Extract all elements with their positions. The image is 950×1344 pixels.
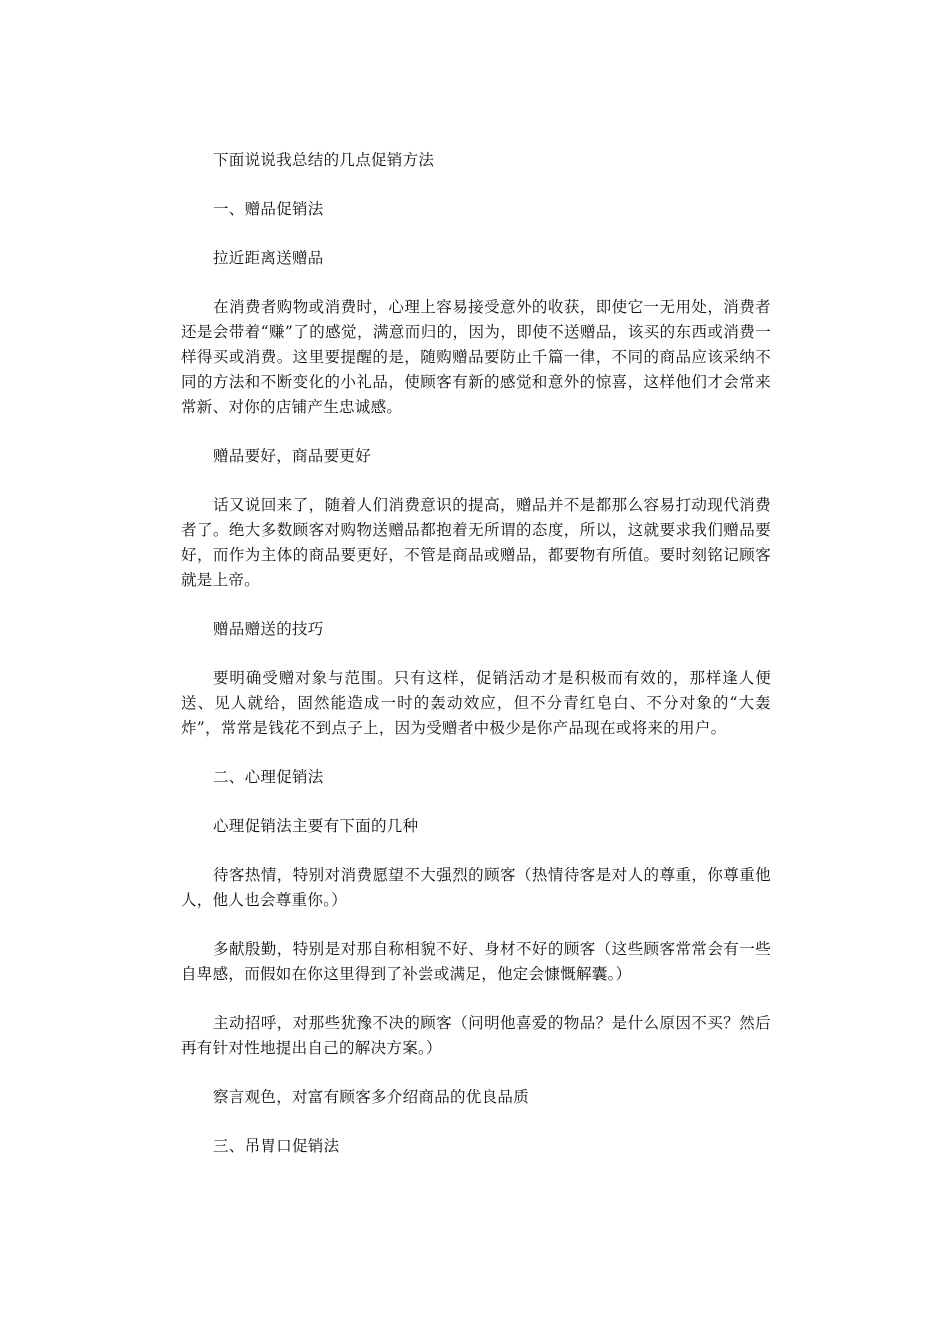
section-heading-appetite-promotion: 三、吊胃口促销法 xyxy=(213,1137,340,1155)
body-paragraph-consumer-awareness: 话又说回来了，随着人们消费意识的提高，赠品并不是都那么容易打动现代消费者了。绝大多数顾客对购物送赠品都抱着无所谓的态度，所以，这就要求我们赠品要好，而作为主体的商品要更好，不管是商品或赠品，都要物有所值。要时刻铭记顾客就是上帝。 xyxy=(181,496,771,589)
subheading-close-distance-gift: 拉近距离送赠品 xyxy=(213,249,324,267)
intro-paragraph: 下面说说我总结的几点促销方法 xyxy=(213,151,435,169)
body-paragraph-target-recipients: 要明确受赠对象与范围。只有这样，促销活动才是积极而有效的，那样逢人便送、见人就给，固然能造成一时的轰动效应，但不分青红皂白、不分对象的“大轰炸”，常常是钱花不到点子上，因为受赠者中极少是你产品现在或将来的用户。 xyxy=(181,669,771,737)
list-item-warm-reception: 待客热情，特别对消费愿望不大强烈的顾客（热情待客是对人的尊重，你尊重他人，他人也会尊重你。） xyxy=(181,866,771,909)
list-item-proactive-greeting: 主动招呼，对那些犹豫不决的顾客（问明他喜爱的物品？是什么原因不买？然后再有针对性地提出自己的解决方案。） xyxy=(181,1014,771,1057)
subheading-gift-skills: 赠品赠送的技巧 xyxy=(213,620,324,638)
subheading-psychological-types: 心理促销法主要有下面的几种 xyxy=(213,817,419,835)
section-heading-psychological-promotion: 二、心理促销法 xyxy=(213,768,324,786)
section-heading-gift-promotion: 一、赠品促销法 xyxy=(213,200,324,218)
list-item-observe-customers: 察言观色，对富有顾客多介绍商品的优良品质 xyxy=(213,1088,530,1106)
subheading-better-gift: 赠品要好，商品要更好 xyxy=(213,447,372,465)
document-body xyxy=(181,148,771,1159)
list-item-attentiveness: 多献殷勤，特别是对那自称相貌不好、身材不好的顾客（这些顾客常常会有一些自卑感，而假如在你这里得到了补尝或满足，他定会慷慨解囊。） xyxy=(181,940,771,983)
body-paragraph-unexpected-gain: 在消费者购物或消费时，心理上容易接受意外的收获，即使它一无用处，消费者还是会带着“赚”了的感觉，满意而归的，因为，即使不送赠品，该买的东西或消费一样得买或消费。这里要提醒的是，随购赠品要防止千篇一律，不同的商品应该采纳不同的方法和不断变化的小礼品，使顾客有新的感觉和意外的惊喜，这样他们才会常来常新、对你的店铺产生忠诚感。 xyxy=(181,298,771,416)
